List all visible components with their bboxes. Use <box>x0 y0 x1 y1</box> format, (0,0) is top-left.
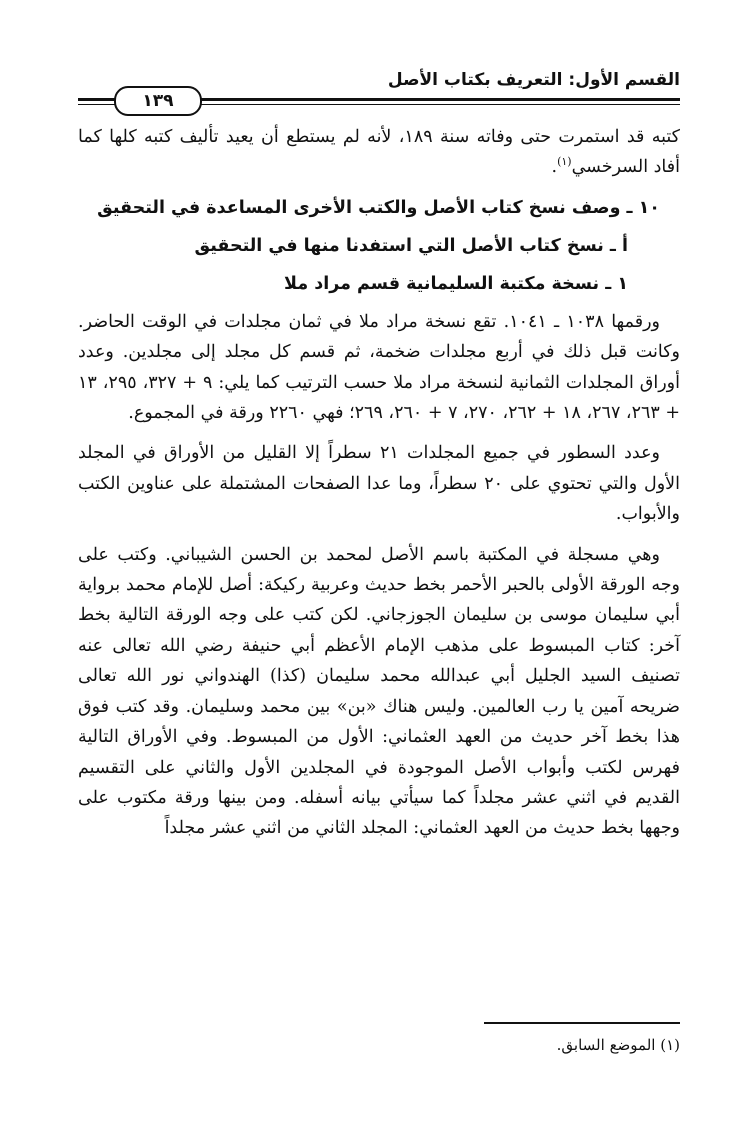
manuscript-heading: ١ ـ نسخة مكتبة السليمانية قسم مراد ملا <box>284 273 628 294</box>
paragraph-end: . <box>551 157 558 178</box>
page-number: ١٣٩ <box>114 86 202 116</box>
footnote: (١) الموضع السابق. <box>556 1036 680 1054</box>
paragraph-lines: وعدد السطور في جميع المجلدات ٢١ سطراً إلا القليل من الأوراق في المجلد الأول والتي تحتوي على ٢٠ سطراً، وما عدا الصفحات المشتملة على عناوين الكتب والأبواب. <box>78 443 681 525</box>
paragraph-text: كتبه قد استمرت حتى وفاته سنة ١٨٩، لأنه لم يستطع أن يعيد تأليف كتبه كلها كما أفاد السرخسي <box>78 127 680 178</box>
subsection-heading: أ ـ نسخ كتاب الأصل التي استفدنا منها في التحقيق <box>194 235 628 256</box>
paragraph-volumes: ورقمها ١٠٣٨ ـ ١٠٤١. تقع نسخة مراد ملا في ثمان مجلدات في الوقت الحاضر. وكانت قبل ذلك في أربع مجلدات ضخمة، ثم قسم كل مجلد إلى مجلدين. وعدد أوراق المجلدات الثمانية لنسخة مراد ملا حسب الترتيب كما يلي: ٩ + ٣٢٧، ٢٩٥، ١٣ + ٢٦٣، ٢٦٧، ١٨ + ٢٦٢، ٢٧٠، ٧ + ٢٦٠، ٢٦٩؛ فهي ٢٢٦٠ ورقة في المجموع. <box>78 311 680 424</box>
footnote-reference: (١) <box>557 155 572 169</box>
body-text <box>78 122 680 854</box>
paragraph-registration: وهي مسجلة في المكتبة باسم الأصل لمحمد بن الحسن الشيباني. وكتب على وجه الورقة الأولى بالحبر الأحمر بخط حديث وعربية ركيكة: أصل للإمام محمد برواية أبي سليمان موسى بن سليمان الجوزجاني. لكن كتب على وجه الورقة التالية بخط آخر: كتاب المبسوط على مذهب الإمام الأعظم أبي حنيفة رضي الله تعالى عنه تصنيف السيد الجليل أبي عبدالله محمد سليمان (كذا) الهندواني نور الله تعالى ضريحه آمين يا رب العالمين. وليس هناك «بن» بين محمد وسليمان. وقد كتب فوق هذا بخط آخر حديث من العهد العثماني: الأول من المبسوط. وفي الأوراق التالية فهرس لكتب وأبواب الأصل الموجودة في المجلدين الأول والثاني على التقسيم القديم في اثني عشر مجلداً كما سيأتي بيانه أسفله. ومن بينها ورقة مكتوب على وجهها بخط حديث من العهد العثماني: المجلد الثاني من اثني عشر مجلداً <box>78 544 680 839</box>
running-title: القسم الأول: التعريف بكتاب الأصل <box>387 70 680 90</box>
section-heading: ١٠ ـ وصف نسخ كتاب الأصل والكتب الأخرى المساعدة في التحقيق <box>97 197 660 218</box>
paragraph-continuation <box>78 122 680 183</box>
footnote-separator <box>484 1022 680 1024</box>
page-header <box>78 66 680 116</box>
